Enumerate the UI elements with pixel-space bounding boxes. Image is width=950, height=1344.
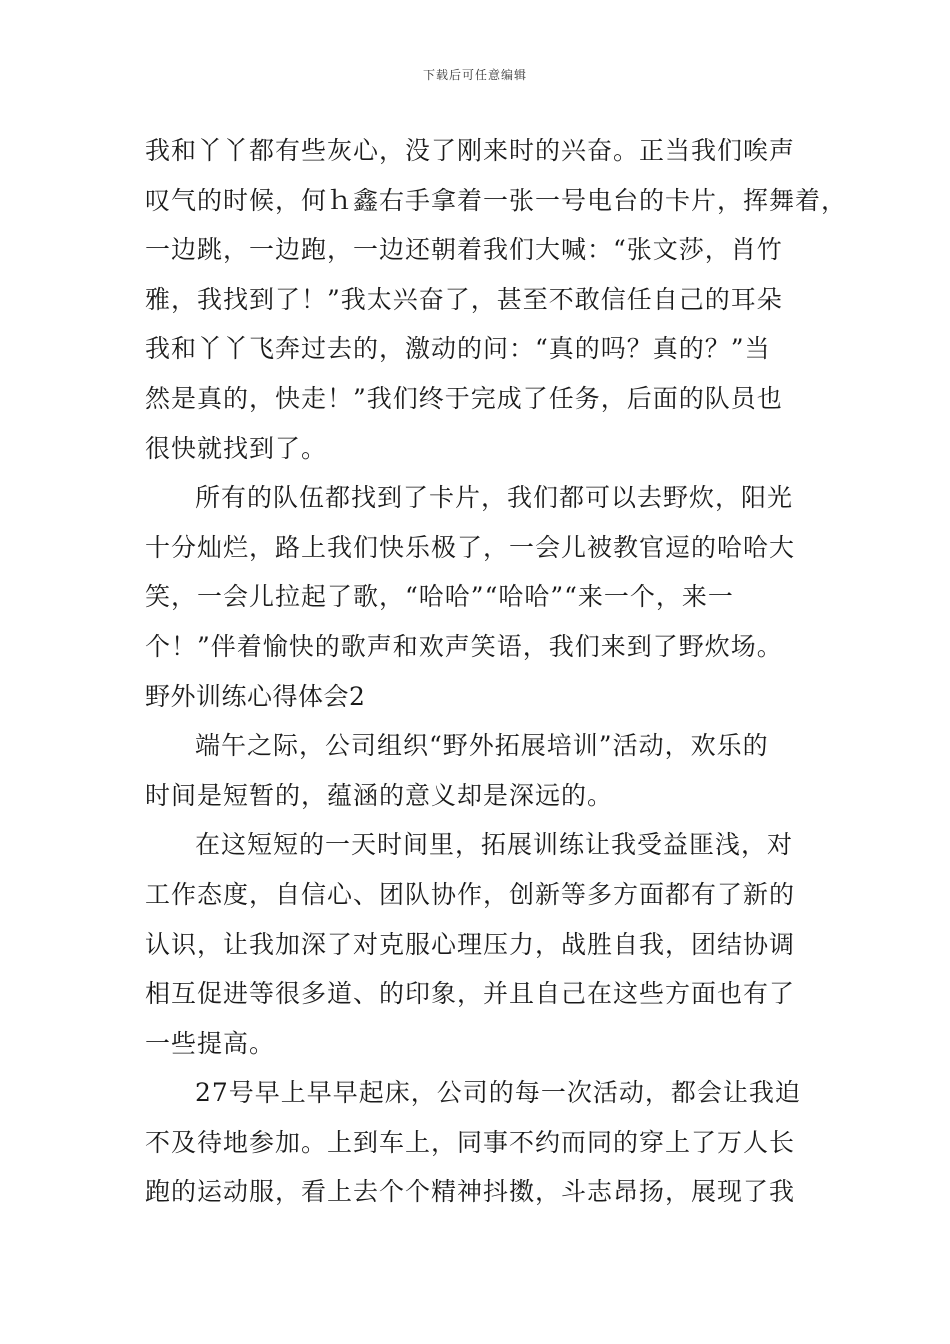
text-line: 认识，让我加深了对克服心理压力，战胜自我，团结协调 [145,929,796,959]
text-line: 很快就找到了。 [145,433,328,463]
section-heading: 野外训练心得体会2 [145,681,366,711]
document-body [145,126,848,1217]
page-header-note: 下载后可任意编辑 [422,68,527,82]
text-line: 一边跳，一边跑，一边还朝着我们大喊：“张文莎，肖竹 [145,235,783,265]
text-line: 然是真的，快走！”我们终于完成了任务，后面的队员也 [145,383,783,413]
text-line: 相互促进等很多道、的印象，并且自己在这些方面也有了 [145,979,796,1009]
text-line: 我和丫丫都有些灰心，没了刚来时的兴奋。正当我们唉声 [145,136,796,165]
text-line: 雅，我找到了！”我太兴奋了，甚至不敢信任自己的耳朵 [145,284,783,314]
text-line: 个！”伴着愉快的歌声和欢声笑语，我们来到了野炊场。 [145,631,783,661]
text-line: 十分灿烂，路上我们快乐极了，一会儿被教官逗的哈哈大 [145,532,796,562]
text-line: 我和丫丫飞奔过去的，激动的问：“真的吗？真的？”当 [145,334,771,364]
text-line: 一些提高。 [145,1028,276,1058]
paragraph-first-line: 在这短短的一天时间里，拓展训练让我受益匪浅，对 [195,830,794,860]
paragraph-first-line: 27号早上早早起床，公司的每一次活动，都会让我迫 [195,1078,801,1108]
text-line: 笑，一会儿拉起了歌，“哈哈”“哈哈”“来一个，来一 [145,582,734,612]
text-line: 时间是短暂的，蕴涵的意义却是深远的。 [145,780,614,810]
text-line: 不及待地参加。上到车上，同事不约而同的穿上了万人长 [145,1127,796,1157]
paragraph-first-line: 所有的队伍都找到了卡片，我们都可以去野炊，阳光 [195,483,794,513]
text-line: 跑的运动服，看上去个个精神抖擞，斗志昂扬，展现了我 [145,1177,796,1207]
text-line: 叹气的时候，何ｈ鑫右手拿着一张一号电台的卡片，挥舞着， [145,185,848,215]
paragraph-first-line: 端午之际，公司组织“野外拓展培训”活动，欢乐的 [195,731,769,761]
text-line: 工作态度，自信心、团队协作，创新等多方面都有了新的 [145,879,796,909]
